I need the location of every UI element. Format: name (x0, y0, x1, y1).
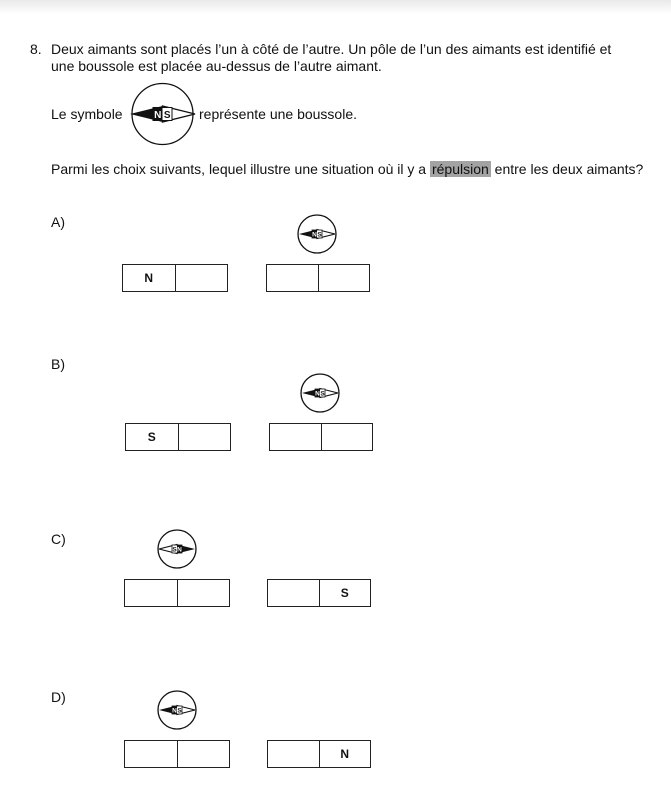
option-c-label[interactable]: C) (51, 531, 66, 547)
option-a-compass-right-pole: S (317, 231, 322, 239)
magnet-pole (321, 424, 373, 450)
option-b-left-magnet (125, 423, 231, 451)
symbol-description: représente une boussole. (199, 106, 357, 122)
option-d-right-magnet (267, 740, 371, 768)
top-shadow (0, 0, 671, 14)
option-c-compass-left-pole: S (172, 546, 177, 554)
magnet-pole: N (319, 741, 371, 767)
option-a-left-magnet (122, 264, 228, 292)
magnet-pole (125, 741, 177, 767)
option-d-compass-left-pole: N (172, 707, 177, 715)
question-line-2: une boussole est placée au-dessus de l’autre aimant. (51, 58, 382, 74)
legend-compass-s: S (163, 110, 171, 121)
question-prompt (51, 161, 643, 178)
option-c-compass-right-pole: N (177, 546, 182, 554)
option-a-compass-icon (297, 214, 337, 254)
magnet-pole: N (144, 271, 154, 285)
option-c-left-magnet (124, 579, 230, 607)
option-d-compass-icon (157, 690, 197, 730)
question-number: 8. (30, 41, 42, 57)
magnet-pole (175, 265, 228, 291)
magnet-pole (318, 265, 370, 291)
magnet-pole (268, 580, 319, 606)
magnet-pole (178, 424, 231, 450)
magnet-pole (177, 741, 230, 767)
prompt-start: Parmi les choix suivants, lequel illustre une situation où il y a (51, 161, 430, 177)
prompt-highlight: répulsion (431, 161, 489, 177)
magnet-pole (177, 580, 230, 606)
option-b-compass-icon (300, 373, 340, 413)
option-d-compass-right-pole: S (177, 707, 182, 715)
magnet-pole (125, 580, 177, 606)
magnet-pole (268, 741, 319, 767)
option-b-compass-left-pole: N (315, 390, 320, 398)
magnet-pole: S (319, 580, 371, 606)
option-b-label[interactable]: B) (51, 356, 65, 372)
magnet-pole (270, 424, 321, 450)
option-b-compass-right-pole: S (320, 390, 325, 398)
question-line-1: Deux aimants sont placés l’un à côté de l’autre. Un pôle de l’un des aimants est identifié et (51, 41, 612, 57)
option-a-label[interactable]: A) (51, 214, 65, 230)
option-c-right-magnet (267, 579, 371, 607)
option-b-right-magnet (269, 423, 373, 451)
magnet-pole (267, 265, 318, 291)
option-c-compass-icon (157, 529, 197, 569)
prompt-end: entre les deux aimants? (490, 161, 644, 177)
option-a-compass-left-pole: N (312, 231, 317, 239)
magnet-pole: S (147, 430, 156, 444)
option-d-left-magnet (124, 740, 230, 768)
legend-compass-n: N (154, 110, 162, 121)
symbol-intro-text: Le symbole (51, 106, 123, 122)
option-d-label[interactable]: D) (51, 689, 66, 705)
legend-compass-icon (126, 83, 199, 145)
option-a-right-magnet (266, 264, 370, 292)
